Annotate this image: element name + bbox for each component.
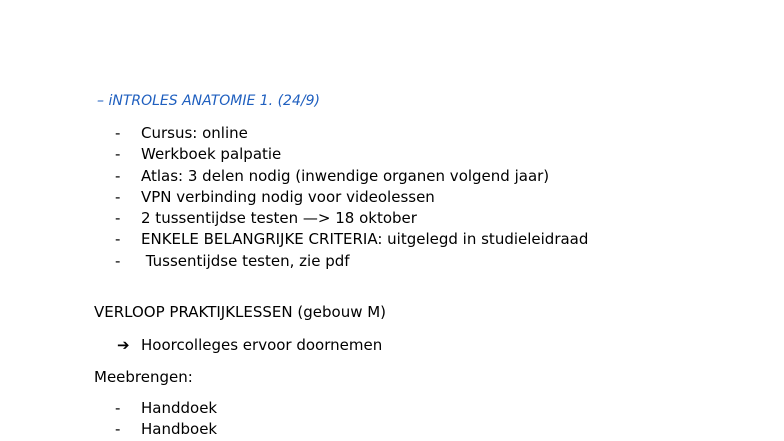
list-item [115, 166, 588, 187]
bullet: - [115, 187, 121, 206]
list-item-text: VPN verbinding nodig voor videolessen [141, 187, 435, 206]
list-item [115, 123, 588, 144]
bullet: - [115, 399, 121, 417]
section-heading: – iNTROLES ANATOMIE 1. (24/9) [97, 93, 320, 109]
bring-title: Meebrengen: [94, 368, 193, 386]
list-item [115, 144, 588, 165]
bullet: - [115, 124, 121, 142]
list-item-text: Handboek [141, 420, 218, 439]
bullet: - [115, 145, 121, 164]
bullet: - [115, 209, 121, 228]
practical-title: VERLOOP PRAKTIJKLESSEN (gebouw M) [94, 303, 387, 321]
bullet: - [115, 251, 121, 270]
list-item [115, 187, 588, 208]
list-item-text: 2 tussentijdse testen —> 18 oktober [141, 209, 417, 228]
bullet: - [115, 166, 121, 185]
right-arrow-icon: ➔ [117, 336, 130, 354]
list-item [115, 398, 217, 419]
list-item-text: ENKELE BELANGRIJKE CRITERIA: uitgelegd in studieleidraad [141, 230, 589, 249]
bullet: - [115, 420, 121, 439]
list-item [115, 419, 217, 440]
list-item [115, 251, 588, 272]
arrow-item [117, 336, 382, 354]
arrow-item-text: Hoorcolleges ervoor doornemen [141, 336, 383, 354]
list-item-text: Tussentijdse testen, zie pdf [141, 251, 350, 270]
intro-list [115, 123, 588, 272]
list-item-text: Handdoek [141, 399, 218, 417]
list-item [115, 229, 588, 250]
list-item-text: Werkboek palpatie [141, 145, 282, 164]
bring-list [115, 398, 217, 441]
list-item-text: Atlas: 3 delen nodig (inwendige organen volgend jaar) [141, 166, 550, 185]
list-item [115, 208, 588, 229]
list-item-text: Cursus: online [141, 124, 248, 142]
bullet: - [115, 230, 121, 249]
